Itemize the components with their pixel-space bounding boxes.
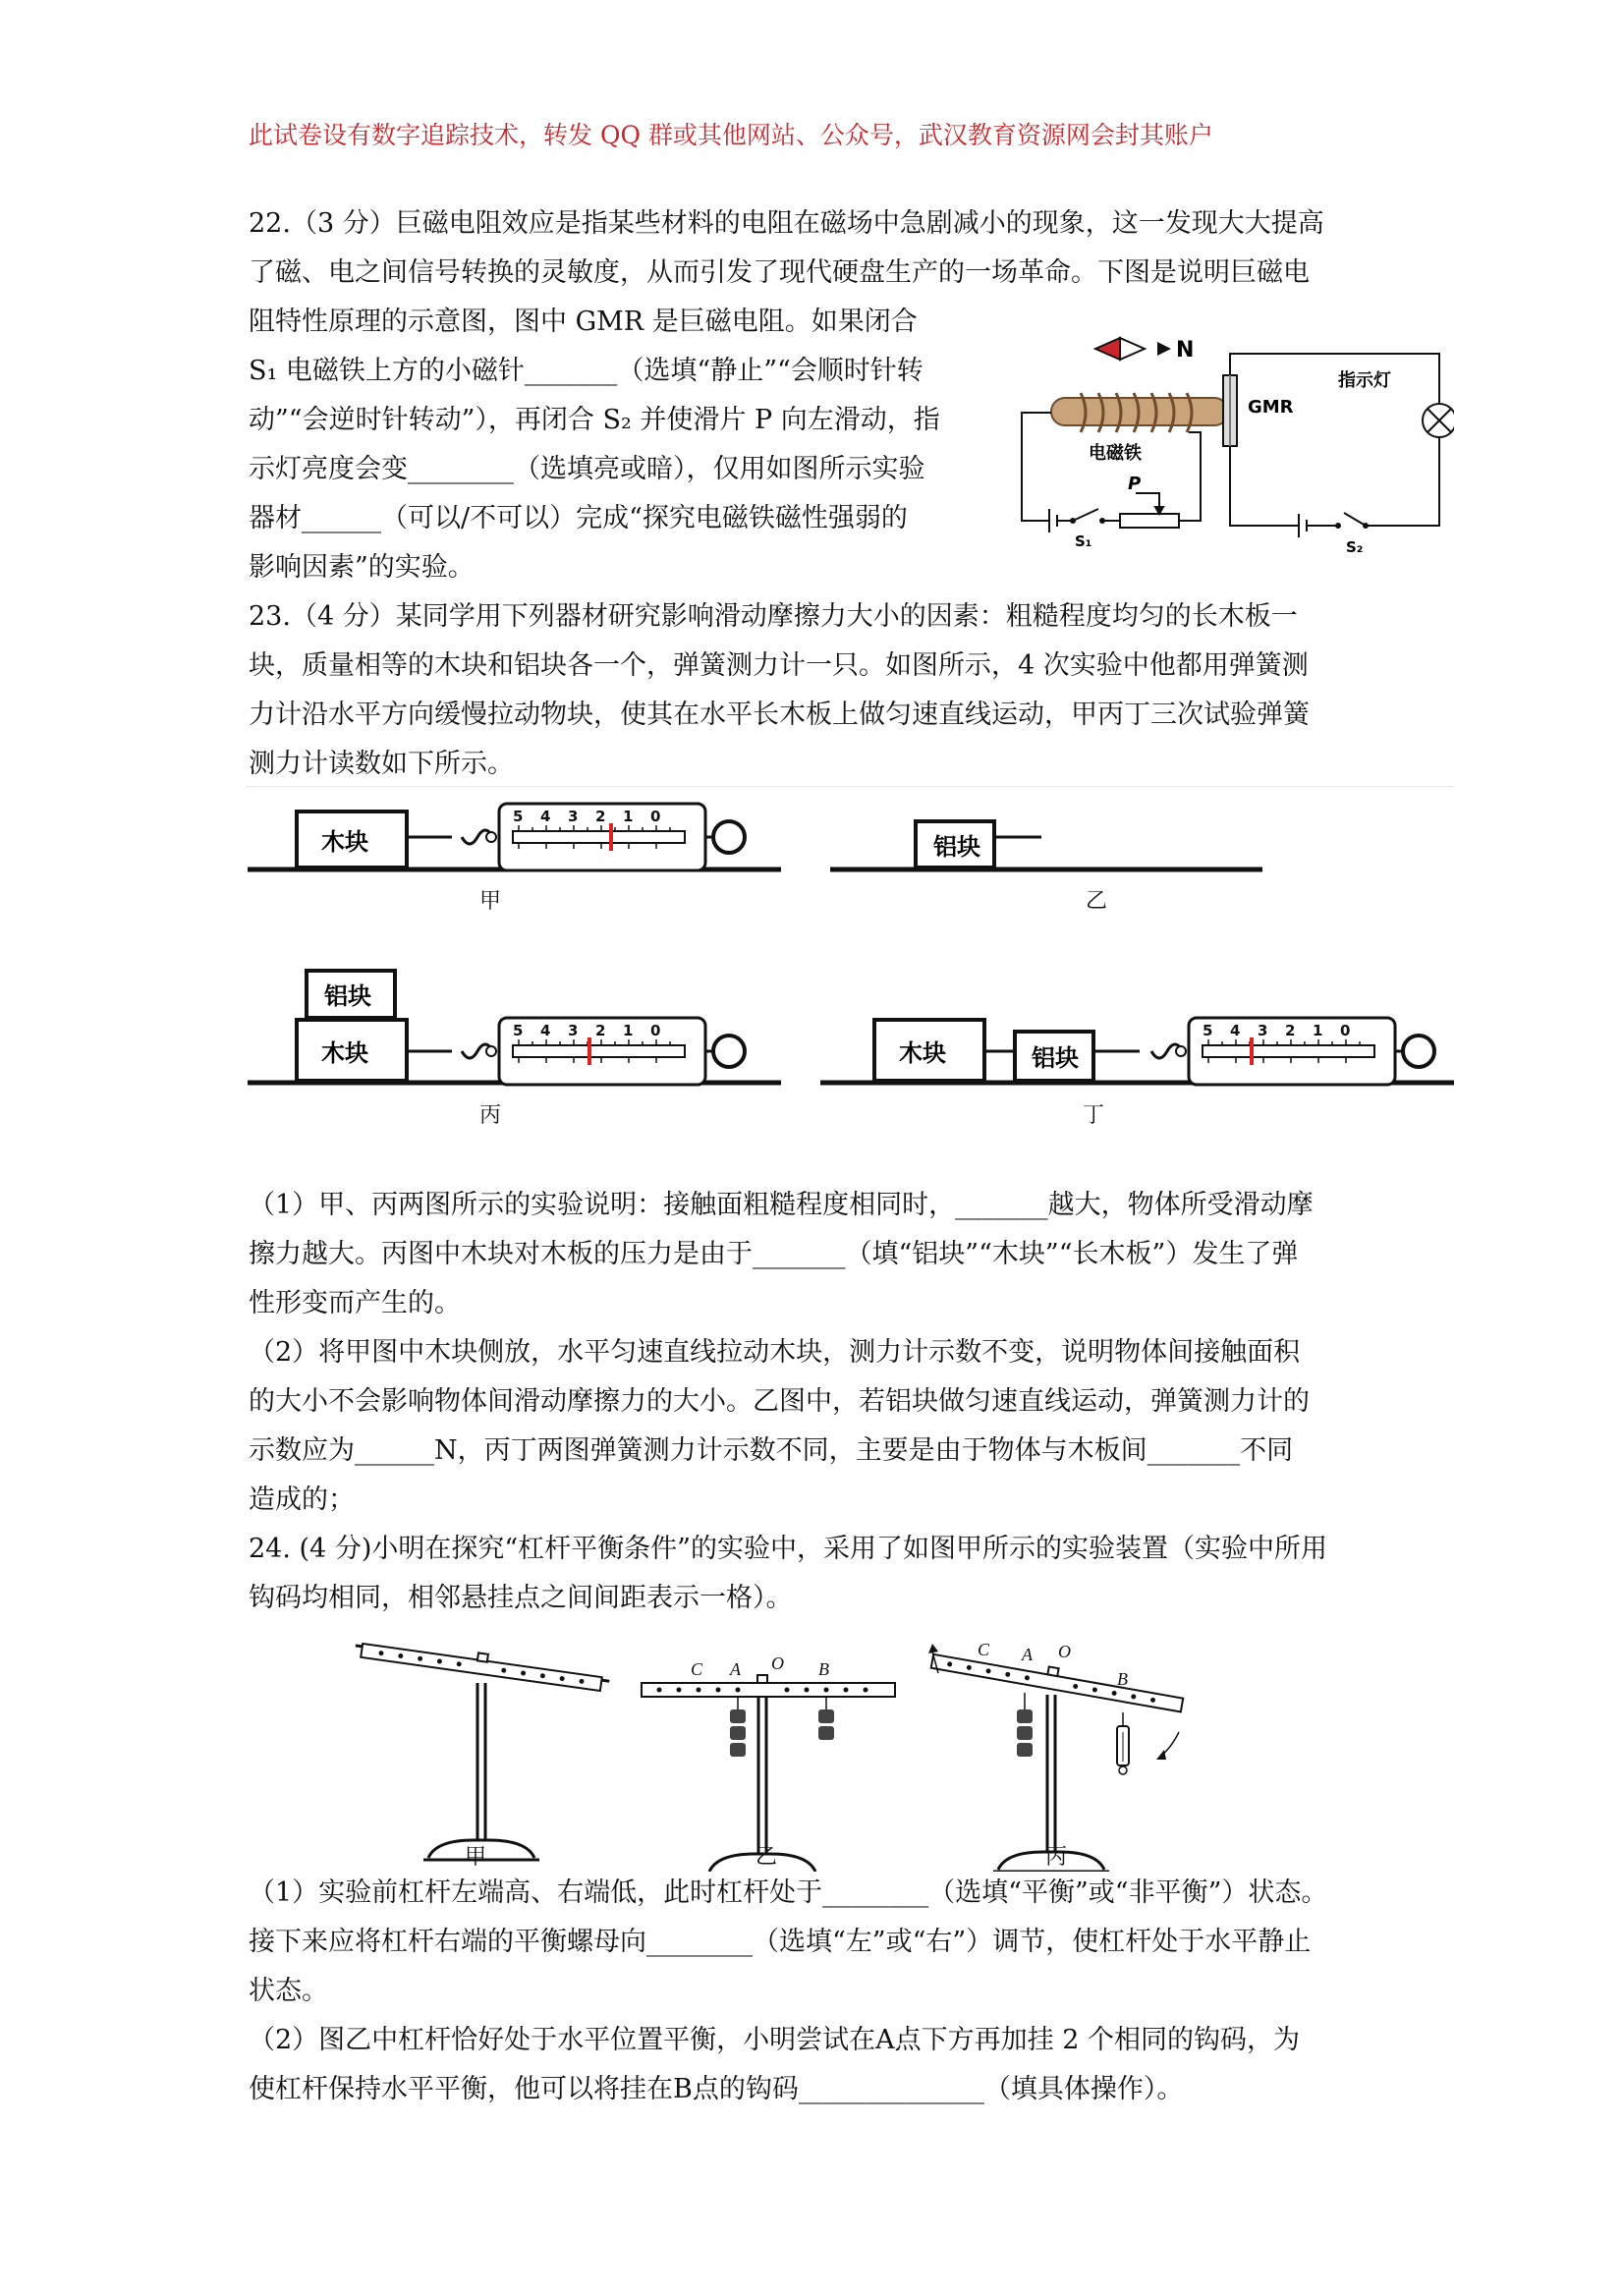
jia-wood-label: 木块 [321, 828, 368, 856]
q24-sub1 [249, 1869, 1388, 2016]
bing-tick-5: 5 [513, 1022, 524, 1039]
lever-caption-bing: 丙 [1045, 1845, 1068, 1870]
lever-caption-yi: 乙 [756, 1845, 778, 1870]
bing-point-o: O [1058, 1642, 1071, 1661]
compass-needle-icon [1095, 338, 1171, 360]
q22-line-7: 器材______（可以/不可以）完成“探究电磁铁磁性强弱的 [249, 503, 908, 533]
q23-sub1-line-3: 性形变而产生的。 [249, 1288, 461, 1318]
jia-tick-5: 5 [513, 808, 524, 825]
bing-tick-0: 0 [650, 1022, 661, 1039]
caption-jia: 甲 [479, 889, 502, 914]
q24-sub1-line-2: 接下来应将杠杆右端的平衡螺母向________（选填“左”或“右”）调节，使杠杆处于水平静止 [249, 1927, 1312, 1957]
lever-caption-jia: 甲 [465, 1845, 487, 1870]
ding-tick-0: 0 [1340, 1022, 1351, 1039]
q24-sub2 [249, 2016, 1388, 2114]
q24-line-2: 钩码均相同，相邻悬挂点之间间距表示一格）。 [249, 1583, 793, 1613]
jia-tick-4: 4 [540, 808, 551, 825]
jia-tick-0: 0 [650, 808, 661, 825]
caption-ding: 丁 [1083, 1103, 1105, 1128]
q23-sub1 [249, 1181, 1388, 1328]
q23-sub2 [249, 1328, 1388, 1525]
lever-yi [642, 1653, 895, 1872]
q23-sub2-line-2: 的大小不会影响物体间滑动摩擦力的大小。乙图中，若铝块做匀速直线运动，弹簧测力计的 [249, 1386, 1310, 1417]
q23-sub1-line-1: （1）甲、丙两图所示的实验说明：接触面粗糙程度相同时，_______越大，物体所受滑动摩 [249, 1190, 1314, 1220]
q23-sub2-line-1: （2）将甲图中木块侧放，水平匀速直线拉动木块，测力计示数不变，说明物体间接触面积 [249, 1337, 1301, 1368]
electromagnet-label: 电磁铁 [1089, 443, 1142, 464]
gmr-label: GMR [1248, 397, 1294, 418]
switch-s1-label: S₁ [1075, 532, 1092, 550]
q23-line-1: 23.（4 分）某同学用下列器材研究影响滑动摩擦力大小的因素：粗糙程度均匀的长木板一 [249, 601, 1298, 632]
ding-tick-5: 5 [1203, 1022, 1213, 1039]
q23-sub2-line-4: 造成的； [249, 1484, 355, 1515]
ding-tick-1: 1 [1313, 1022, 1323, 1039]
q22-line-3: 阻特性原理的示意图，图中 GMR 是巨磁电阻。如果闭合 [249, 307, 918, 337]
ding-wood-label: 木块 [899, 1039, 946, 1067]
ding-aluminum-label: 铝块 [1032, 1044, 1079, 1072]
yi-point-o: O [771, 1653, 784, 1673]
jia-tick-1: 1 [623, 808, 634, 825]
ding-tick-2: 2 [1285, 1022, 1296, 1039]
lever-bing [928, 1640, 1185, 1872]
ding-tick-4: 4 [1230, 1022, 1241, 1039]
q23-sub2-line-3: 示数应为______N，丙丁两图弹簧测力计示数不同，主要是由于物体与木板间_______不同 [249, 1435, 1294, 1466]
yi-point-b: B [818, 1659, 829, 1679]
slider-p-label: P [1128, 474, 1142, 494]
bing-point-c: C [978, 1640, 990, 1659]
setup-bing [248, 971, 781, 1128]
bing-tick-1: 1 [623, 1022, 634, 1039]
setup-jia [248, 804, 781, 914]
bing-aluminum-label: 铝块 [324, 982, 371, 1010]
q24-text [249, 1525, 1388, 1623]
setup-ding [820, 1018, 1454, 1128]
lamp-label: 指示灯 [1338, 370, 1391, 391]
yi-point-a: A [730, 1659, 741, 1679]
caption-bing: 丙 [479, 1103, 502, 1128]
bing-point-b: B [1117, 1669, 1128, 1689]
q23-text [249, 592, 1388, 789]
bing-tick-2: 2 [595, 1022, 606, 1039]
watermark-notice: 此试卷设有数字追踪技术，转发 QQ 群或其他网站、公众号，武汉教育资源网会封其账户 [249, 121, 1213, 149]
bing-tick-3: 3 [568, 1022, 579, 1039]
jia-tick-3: 3 [568, 808, 579, 825]
switch-s2-label: S₂ [1346, 538, 1364, 556]
q24-sub2-line-2: 使杠杆保持水平平衡，他可以将挂在B点的钩码______________（填具体操作）。 [249, 2074, 1184, 2104]
yi-aluminum-label: 铝块 [933, 833, 980, 861]
q23-friction-figure [246, 786, 1454, 1140]
bing-wood-label: 木块 [321, 1039, 368, 1067]
q23-line-2: 块，质量相等的木块和铝块各一个，弹簧测力计一只。如图所示，4 次实验中他都用弹簧测 [249, 650, 1309, 681]
q24-sub1-line-3: 状态。 [249, 1976, 328, 2006]
jia-tick-2: 2 [595, 808, 606, 825]
yi-point-c: C [691, 1659, 703, 1679]
q22-line-8: 影响因素”的实验。 [249, 552, 475, 583]
lever-jia [354, 1636, 610, 1870]
q22-line-2: 了磁、电之间信号转换的灵敏度，从而引发了现代硬盘生产的一场革命。下图是说明巨磁电 [249, 257, 1310, 288]
q24-lever-figure [349, 1636, 1213, 1872]
q24-sub1-line-1: （1）实验前杠杆左端高、右端低，此时杠杆处于________（选填“平衡”或“非平衡”）状态。 [249, 1877, 1328, 1908]
q24-sub2-line-1: （2）图乙中杠杆恰好处于水平位置平衡，小明尝试在A点下方再加挂 2 个相同的钩码，为 [249, 2025, 1301, 2055]
q22-line-6: 示灯亮度会变________（选填亮或暗），仅用如图所示实验 [249, 454, 925, 484]
q22-gmr-circuit-figure [1012, 324, 1454, 560]
q22-line-5: 动”“会逆时针转动”），再闭合 S₂ 并使滑片 P 向左滑动，指 [249, 405, 940, 435]
q23-line-4: 测力计读数如下所示。 [249, 749, 514, 779]
q23-sub1-line-2: 擦力越大。丙图中木块对木板的压力是由于_______（填“铝块”“木块”“长木板”）发生了弹 [249, 1239, 1299, 1269]
bing-point-a: A [1022, 1645, 1033, 1664]
compass-n-label: N [1176, 338, 1195, 363]
q22-line-1: 22.（3 分）巨磁电阻效应是指某些材料的电阻在磁场中急剧减小的现象，这一发现大大提高 [249, 208, 1324, 239]
q23-line-3: 力计沿水平方向缓慢拉动物块，使其在水平长木板上做匀速直线运动，甲丙丁三次试验弹簧 [249, 700, 1310, 730]
caption-yi: 乙 [1086, 889, 1108, 914]
q24-line-1: 24. (4 分)小明在探究“杠杆平衡条件”的实验中，采用了如图甲所示的实验装置（实验中所用 [249, 1534, 1327, 1564]
q22-line-4: S₁ 电磁铁上方的小磁针_______（选填“静止”“会顺时针转 [249, 356, 923, 386]
bing-tick-4: 4 [540, 1022, 551, 1039]
setup-yi [830, 821, 1262, 914]
ding-tick-3: 3 [1258, 1022, 1268, 1039]
